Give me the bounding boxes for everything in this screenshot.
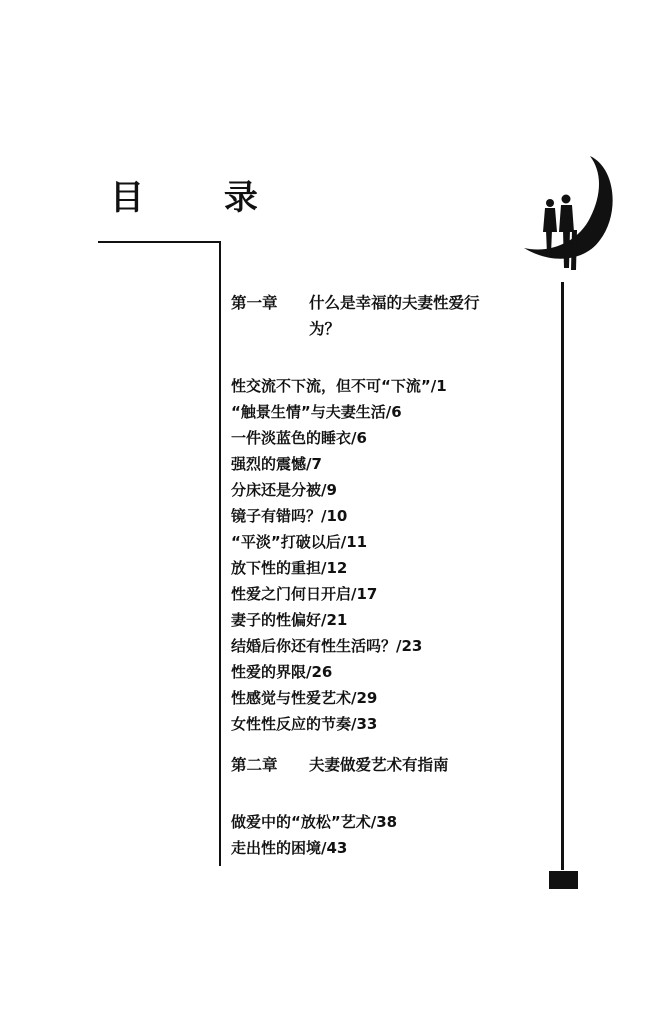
chapter-number: 第一章	[231, 294, 278, 312]
chapter-title: 什么是幸福的夫妻性爱行为？	[309, 294, 480, 338]
toc-entry: 走出性的困境/43	[231, 839, 348, 857]
toc-entry: 放下性的重担/12	[231, 559, 348, 577]
toc-entry: 结婚后你还有性生活吗？/23	[231, 637, 423, 655]
toc-entry: “平淡”打破以后/11	[231, 533, 368, 551]
toc-entry: 女性性反应的节奏/33	[231, 715, 378, 733]
page-title: 目 录	[110, 178, 292, 218]
crescent-moon-with-couple-icon	[516, 150, 616, 278]
table-of-contents	[231, 290, 531, 861]
toc-entry: 性爱之门何日开启/17	[231, 585, 378, 603]
chapter-2-heading	[231, 752, 531, 778]
toc-entry: 妻子的性偏好/21	[231, 611, 348, 629]
chapter-1-heading	[231, 290, 531, 342]
toc-entry: 分床还是分被/9	[231, 481, 337, 499]
toc-entry: 镜子有错吗？/10	[231, 507, 348, 525]
toc-entry: 一件淡蓝色的睡衣/6	[231, 429, 367, 447]
toc-entry: 强烈的震憾/7	[231, 455, 322, 473]
moon-pole	[561, 282, 564, 870]
toc-entry: “触景生情”与夫妻生活/6	[231, 403, 402, 421]
toc-entry: 性交流不下流，但不可“下流”/1	[231, 377, 447, 395]
chapter-number: 第二章	[231, 756, 278, 774]
toc-entry: 性爱的界限/26	[231, 663, 333, 681]
toc-left-rule	[219, 241, 221, 866]
toc-entry: 做爱中的“放松”艺术/38	[231, 813, 398, 831]
title-underline	[98, 241, 220, 243]
chapter-title: 夫妻做爱艺术有指南	[309, 756, 449, 774]
pole-base	[549, 871, 578, 889]
toc-entry: 性感觉与性爱艺术/29	[231, 689, 378, 707]
